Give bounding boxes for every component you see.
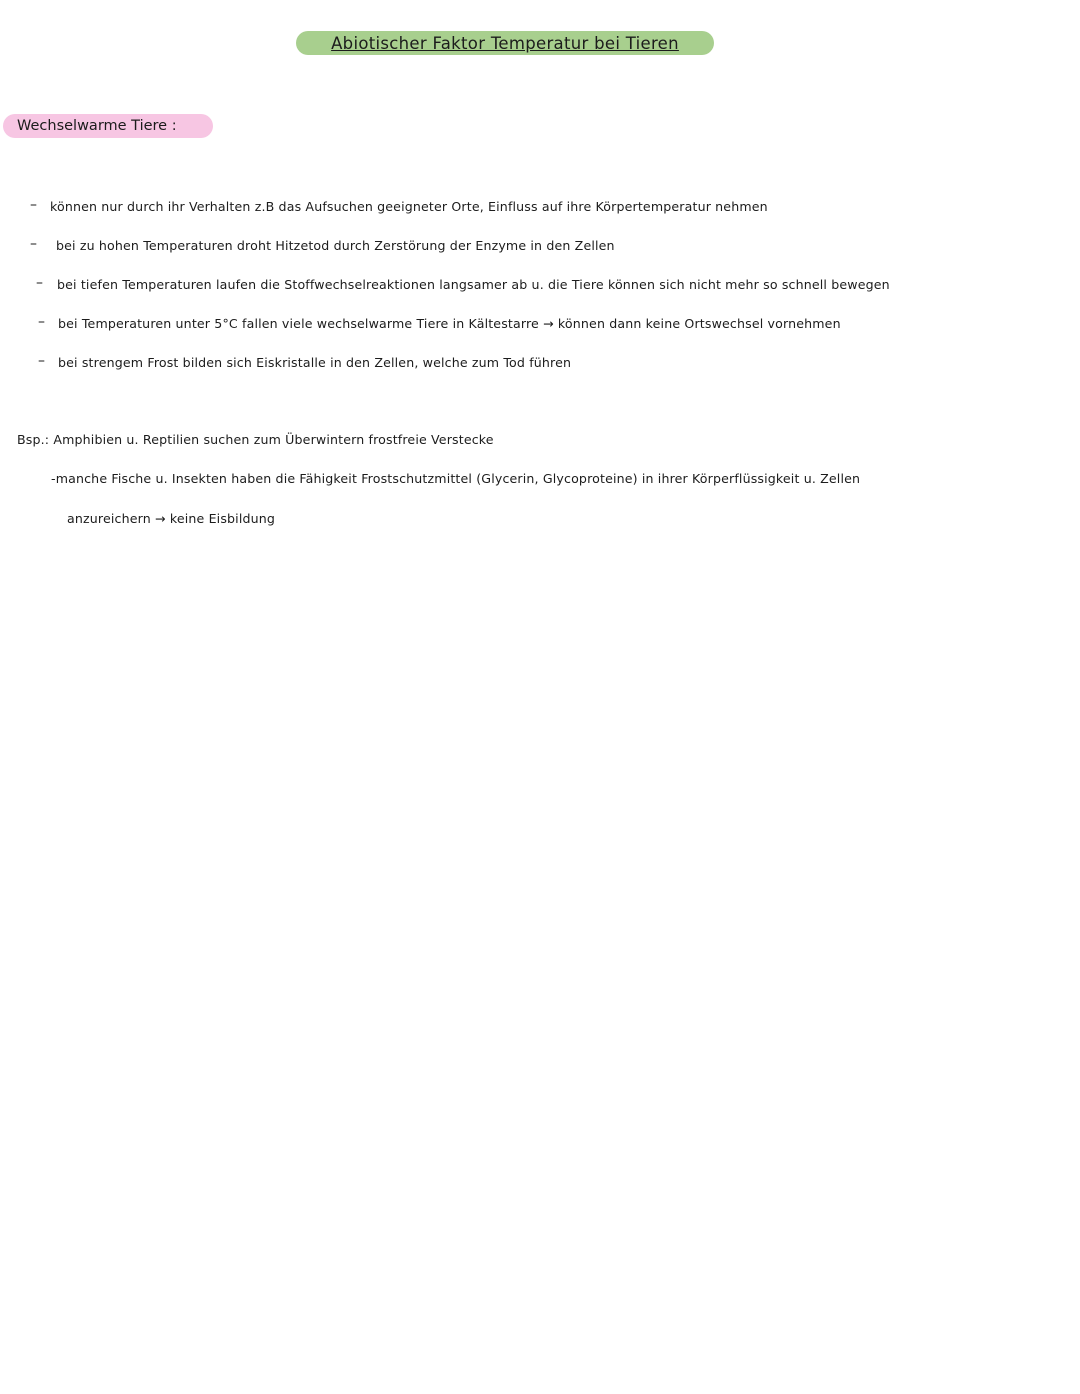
bullet-dash: – xyxy=(38,314,45,330)
bullet-dash: – xyxy=(38,353,45,369)
bullet-dash: – xyxy=(36,275,43,291)
title-banner xyxy=(296,31,714,55)
bullet-dash: – xyxy=(30,197,37,213)
page-title: Abiotischer Faktor Temperatur bei Tieren xyxy=(331,33,679,53)
section-heading xyxy=(3,114,213,138)
bullet-dash: – xyxy=(30,236,37,252)
list-item: bei zu hohen Temperaturen droht Hitzetod durch Zerstörung der Enzyme in den Zellen xyxy=(56,238,615,253)
example-line: -manche Fische u. Insekten haben die Fähigkeit Frostschutzmittel (Glycerin, Glycoproteine) in ihrer Körperflüssigkeit u. Zellen xyxy=(51,471,861,486)
list-item: bei strengem Frost bilden sich Eiskristalle in den Zellen, welche zum Tod führen xyxy=(58,355,572,370)
list-item: bei tiefen Temperaturen laufen die Stoffwechselreaktionen langsamer ab u. die Tiere können sich nicht mehr so schnell bewegen xyxy=(57,277,890,292)
list-item: bei Temperaturen unter 5°C fallen viele wechselwarme Tiere in Kältestarre → können dann keine Ortswechsel vornehmen xyxy=(58,316,841,331)
example-line: Bsp.: Amphibien u. Reptilien suchen zum Überwintern frostfreie Verstecke xyxy=(17,432,494,447)
example-line: anzureichern → keine Eisbildung xyxy=(67,511,276,526)
section-label: Wechselwarme Tiere : xyxy=(17,118,177,134)
list-item: können nur durch ihr Verhalten z.B das Aufsuchen geeigneter Orte, Einfluss auf ihre Körpertemperatur nehmen xyxy=(50,199,768,214)
